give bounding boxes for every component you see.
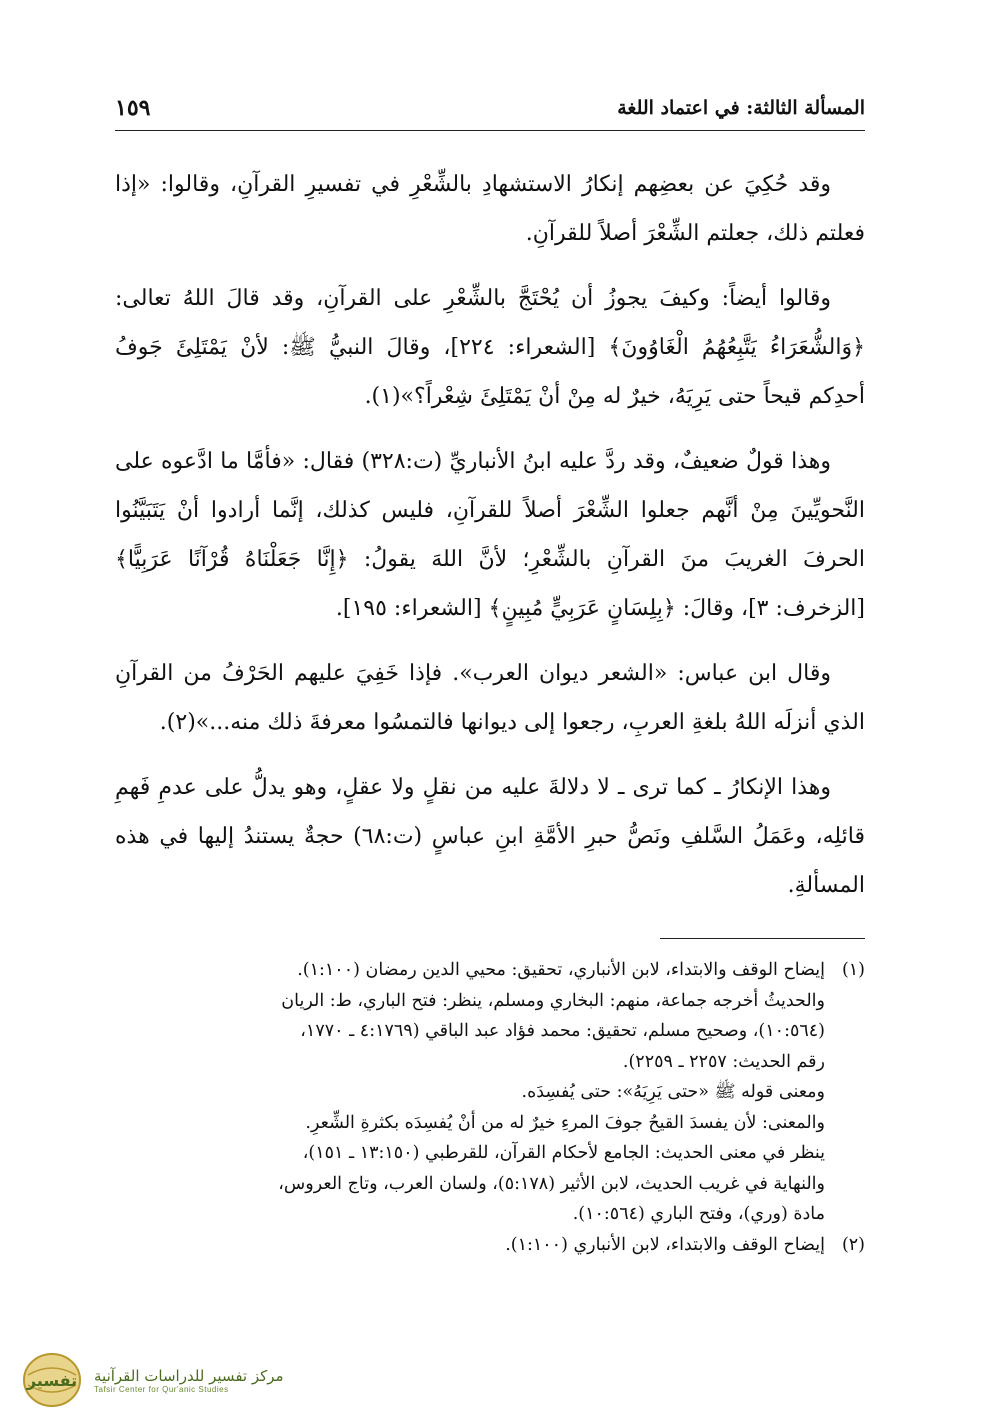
- running-title: المسألة الثالثة: في اعتماد اللغة: [617, 97, 865, 119]
- footnote-number: (١): [841, 960, 865, 980]
- footnote-line: ومعنى قوله ﷺ «حتى يَرِيَهُ»: حتى يُفسِدَه.: [521, 1082, 825, 1102]
- footnote-line: مادة (وري)، وفتح الباري (١٠:٥٦٤).: [572, 1204, 825, 1224]
- page-number: ١٥٩: [115, 95, 151, 121]
- footnote-line: (١٠:٥٦٤)، وصحيح مسلم، تحقيق: محمد فؤاد عبد الباقي (٤:١٧٦٩ ـ ١٧٧٠،: [300, 1021, 825, 1041]
- paragraph: وقال ابن عباس: «الشعر ديوان العرب». فإذا خَفِيَ عليهم الحَرْفُ من القرآنِ الذي أنزلَه اللهُ بلغةِ العربِ، رجعوا إلى ديوانها فالتمسُوا معرفةَ ذلك منه...»(٢).: [115, 661, 865, 735]
- footnote-line: والحديثُ أخرجه جماعة، منهم: البخاري ومسلم، ينظر: فتح الباري، ط: الريان: [281, 990, 825, 1011]
- header-rule: [115, 130, 865, 131]
- paragraph: وهذا قولٌ ضعيفٌ، وقد ردَّ عليه ابنُ الأنباريِّ (ت:٣٢٨) فقال: «فأمَّا ما ادَّعوه على النَّحويِّينَ مِنْ أنَّهم جعلوا الشِّعْرَ أصلاً للقرآنِ، فليس كذلك، إنَّما أرادوا أنْ يَتَبَيَّنُوا الحرفَ الغريبَ منَ القرآنِ بالشِّعْرِ؛ لأنَّ اللهَ يقولُ: ﴿إِنَّا جَعَلْنَاهُ قُرْآنًا عَرَبِيًّا﴾ [الزخرف: ٣]، وقالَ: ﴿بِلِسَانٍ عَرَبِيٍّ مُبِينٍ﴾ [الشعراء: ١٩٥].: [115, 449, 865, 621]
- footnotes: [115, 955, 865, 1260]
- footnote: [115, 1230, 865, 1261]
- paragraph: وقالوا أيضاً: وكيفَ يجوزُ أن يُحْتَجَّ بالشِّعْرِ على القرآنِ، وقد قالَ اللهُ تعالى: ﴿وَالشُّعَرَاءُ يَتَّبِعُهُمُ الْغَاوُونَ﴾ [الشعراء: ٢٢٤]، وقالَ النبيُّ ﷺ: لأنْ يَمْتَلِئَ جَوفُ أحدِكم قيحاً حتى يَرِيَهُ، خيرٌ له مِنْ أنْ يَمْتَلِئَ شِعْراً؟»(١).: [115, 286, 865, 409]
- footnote: [115, 955, 865, 1230]
- paragraph: وهذا الإنكارُ ـ كما ترى ـ لا دلالةَ عليه من نقلٍ ولا عقلٍ، وهو يدلُّ على عدمِ فَهمِ قائلِه، وعَمَلُ السَّلفِ ونَصُّ حبرِ الأمَّةِ ابنِ عباسٍ (ت:٦٨) حجةٌ يستندُ إليها في هذه المسألةِ.: [115, 775, 865, 898]
- footnote-line: رقم الحديث: ٢٢٥٧ ـ ٢٢٥٩).: [622, 1051, 825, 1072]
- logo-mark-text: تفسير: [26, 1371, 78, 1390]
- footnote-line: والنهاية في غريب الحديث، لابن الأثير (٥:١٧٨)، ولسان العرب، وتاج العروس،: [278, 1173, 825, 1194]
- footnote-line: والمعنى: لأن يفسدَ القيحُ جوفَ المرءِ خيرٌ له من أنْ يُفسِدَه بكثرةِ الشِّعرِ.: [305, 1112, 825, 1133]
- main-text: [115, 160, 865, 926]
- footnote-line: إيضاح الوقف والابتداء، لابن الأنباري (١:١٠٠).: [505, 1234, 825, 1255]
- paragraph: وقد حُكِيَ عن بعضِهم إنكارُ الاستشهادِ بالشِّعْرِ في تفسيرِ القرآنِ، وقالوا: «إذا فعلتم ذلك، جعلتم الشِّعْرَ أصلاً للقرآنِ.: [115, 172, 865, 246]
- footnote-line: ينظر في معنى الحديث: الجامع لأحكام القرآن، للقرطبي (١٣:١٥٠ ـ ١٥١)،: [302, 1143, 825, 1163]
- footnote-separator: [660, 938, 865, 939]
- page-header: [115, 88, 865, 128]
- footnote-number: (٢): [841, 1234, 865, 1255]
- logo-english-name: Tafsir Center for Qur'anic Studies: [94, 1384, 229, 1394]
- logo-arabic-name: مركز تفسير للدراسات القرآنية: [94, 1366, 284, 1385]
- globe-logo-icon: [8, 1351, 88, 1409]
- publisher-logo: [8, 1350, 308, 1410]
- footnote-line: إيضاح الوقف والابتداء، لابن الأنباري، تحقيق: محيي الدين رمضان (١:١٠٠).: [297, 960, 825, 980]
